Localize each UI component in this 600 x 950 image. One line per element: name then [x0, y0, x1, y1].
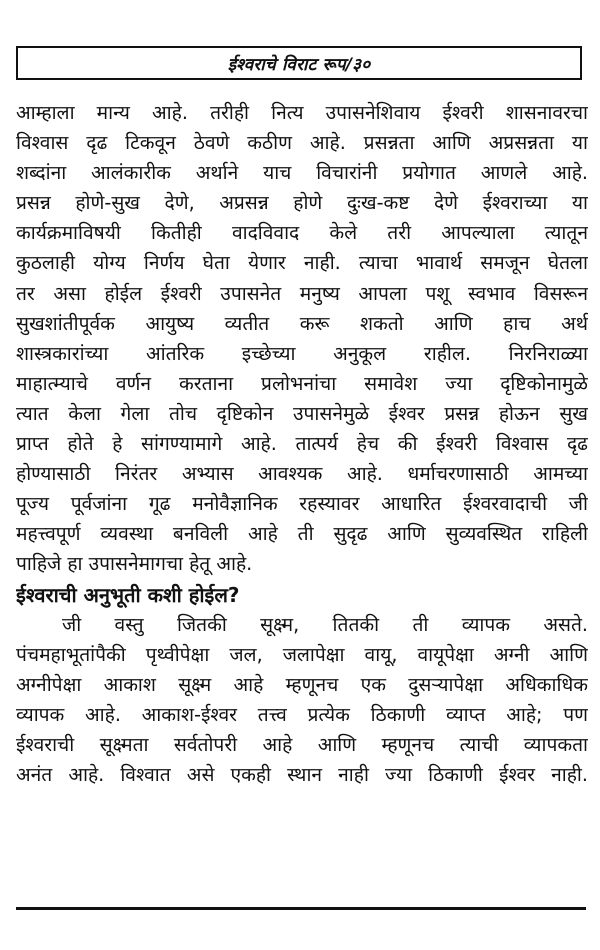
paragraph-1-line: त्यात केला गेला तोच दृष्टिकोन उपासनेमुळे ईश्वर प्रसन्न होऊन सुख — [16, 401, 588, 425]
paragraph-2-line: अनंत आहे. विश्वात असे एकही स्थान नाही ज्या ठिकाणी ईश्वर नाही. — [16, 763, 588, 787]
section-heading: ईश्वराची अनुभूती कशी होईल? — [16, 582, 240, 607]
paragraph-1-line: महत्त्वपूर्ण व्यवस्था बनविली आहे ती सुदृढ आणि सुव्यवस्थित राहिली — [16, 522, 588, 546]
paragraph-1-line: माहात्म्याचे वर्णन करताना प्रलोभनांचा समावेश ज्या दृष्टिकोनामुळे — [16, 371, 588, 395]
paragraph-1-line: सुखशांतीपूर्वक आयुष्य व्यतीत करू शकतो आणि हाच अर्थ — [16, 311, 588, 335]
paragraph-1-last-line: पाहिजे हा उपासनेमागचा हेतू आहे. — [16, 552, 253, 576]
paragraph-1-line: कार्यक्रमाविषयी कितीही वादविवाद केले तरी आपल्याला त्यातून — [16, 221, 588, 245]
paragraph-1-line: तर असा होईल ईश्वरी उपासनेत मनुष्य आपला पशू स्वभाव विसरून — [16, 281, 588, 305]
running-header-box — [16, 46, 582, 80]
paragraph-2-line: पंचमहाभूतांपैकी पृथ्वीपेक्षा जल, जलापेक्षा वायू, वायूपेक्षा अग्नी आणि — [16, 642, 588, 666]
paragraph-1-line: विश्वास दृढ टिकवून ठेवणे कठीण आहे. प्रसन्नता आणि अप्रसन्नता या — [16, 131, 588, 155]
footer-rule — [16, 907, 586, 910]
paragraph-1-line: होण्यासाठी निरंतर अभ्यास आवश्यक आहे. धर्माचरणासाठी आमच्या — [16, 462, 588, 486]
paragraph-2-line: अग्नीपेक्षा आकाश सूक्ष्म आहे म्हणूनच एक दुसऱ्यापेक्षा अधिकाधिक — [16, 672, 588, 696]
running-header-title: ईश्वराचे विराट रूप/३० — [227, 54, 371, 75]
body-text — [16, 98, 588, 790]
paragraph-2-line: व्यापक आहे. आकाश-ईश्वर तत्त्व प्रत्येक ठिकाणी व्याप्त आहे; पण — [16, 702, 588, 726]
paragraph-1-line: आम्हाला मान्य आहे. तरीही नित्य उपासनेशिवाय ईश्वरी शासनावरचा — [16, 101, 588, 124]
paragraph-1-line: शब्दांना आलंकारीक अर्थाने याच विचारांनी प्रयोगात आणले आहे. — [16, 161, 588, 185]
paragraph-1-line: प्राप्त होते हे सांगण्यामागे आहे. तात्पर्य हेच की ईश्वरी विश्वास दृढ — [16, 432, 588, 456]
paragraph-1-line: प्रसन्न होणे-सुख देणे, अप्रसन्न होणे दुःख-कष्ट देणे ईश्वराच्या या — [16, 191, 588, 215]
paragraph-2-first-line: जी वस्तु जितकी सूक्ष्म, तितकी ती व्यापक असते. — [62, 612, 588, 636]
paragraph-1-line: पूज्य पूर्वजांना गूढ मनोवैज्ञानिक रहस्यावर आधारित ईश्वरवादाची जी — [16, 492, 588, 516]
paragraph-1-line: शास्त्रकारांच्या आंतरिक इच्छेच्या अनुकूल राहील. निरनिराळ्या — [16, 341, 588, 365]
paragraph-2-line: ईश्वराची सूक्ष्मता सर्वतोपरी आहे आणि म्हणूनच त्याची व्यापकता — [16, 732, 588, 756]
paragraph-1-line: कुठलाही योग्य निर्णय घेता येणार नाही. त्याचा भावार्थ समजून घेतला — [16, 251, 588, 275]
